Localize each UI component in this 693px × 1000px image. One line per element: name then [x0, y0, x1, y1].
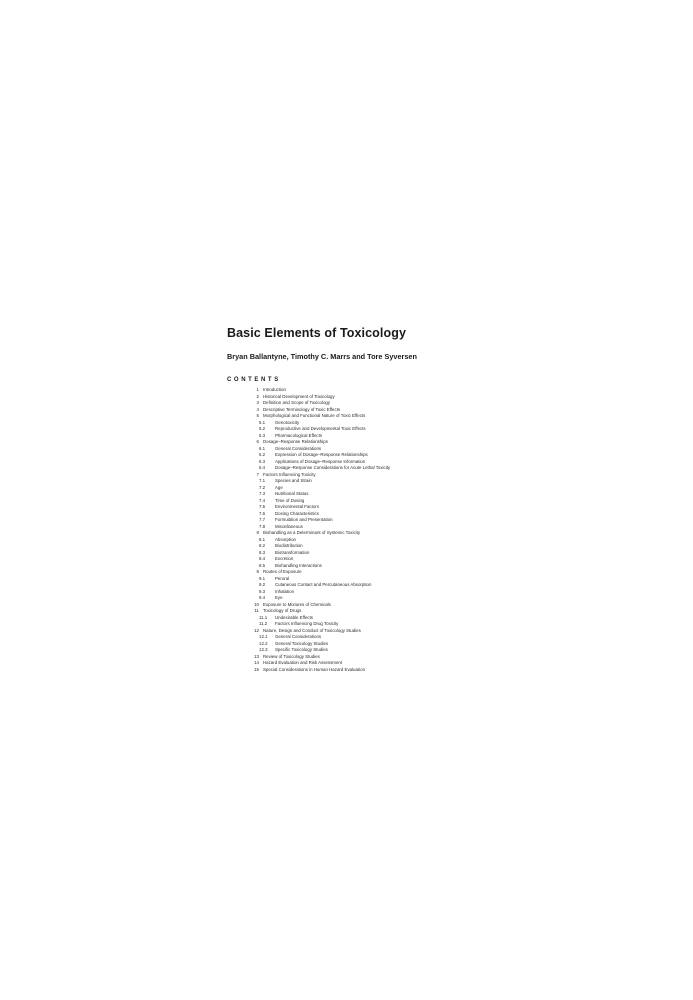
page-title: Basic Elements of Toxicology: [227, 326, 407, 340]
toc-entry-label: Nature, Design and Conduct of Toxicology Studies: [263, 627, 361, 633]
toc-entry-number: 13: [254, 653, 259, 659]
toc-entry-label: Pharmacological Effects: [275, 432, 323, 438]
toc-entry-number: 8: [256, 530, 259, 535]
toc-entry-number: 12.2: [259, 640, 268, 646]
toc-entry-number: 6.3: [259, 458, 266, 464]
toc-entry-number: 14: [254, 660, 259, 665]
toc-entry-label: Specific Toxicology Studies: [275, 647, 328, 652]
toc-entry-label: Dosage–Response Relationships: [263, 439, 328, 444]
toc-entry-number: 9.1: [259, 575, 266, 581]
toc-entry-label: Species and Strain: [275, 478, 312, 483]
toc-entry-number: 9: [256, 569, 259, 574]
contents-heading: CONTENTS: [227, 377, 281, 383]
toc-entry-label: Review of Toxicology Studies: [263, 653, 320, 659]
toc-entry-label: Peroral: [275, 575, 290, 581]
toc-entry-number: 7.1: [259, 478, 266, 483]
toc-entry: [227, 667, 467, 674]
toc-entry-number: 9.2: [259, 582, 266, 587]
toc-entry-label: Dosing Characteristics: [275, 510, 319, 516]
toc-entry-number: 7.3: [259, 491, 266, 496]
toc-entry-label: Factors Influencing Toxicity: [263, 471, 316, 477]
toc-entry-label: Biodistribution: [275, 543, 303, 548]
toc-entry-number: 8.5: [259, 562, 266, 568]
toc-entry-number: 7.5: [259, 504, 266, 509]
toc-entry-number: 7.6: [259, 510, 266, 516]
toc-entry-number: 5.3: [259, 432, 266, 438]
toc-entry-label: Hazard Evaluation and Risk Assessment: [263, 660, 343, 665]
toc-entry-label: Reproductive and Developmental Toxic Effects: [275, 426, 366, 431]
toc-entry-number: 11: [254, 608, 259, 613]
toc-entry-label: Biohandling as a Determinant of Systemic Toxicity: [263, 530, 361, 535]
toc-entry-label: Routes of Exposure: [263, 569, 302, 574]
toc-entry-number: 4: [256, 406, 259, 412]
toc-entry-label: General Considerations: [275, 445, 322, 451]
toc-entry-label: Inhalation: [275, 588, 295, 594]
toc-entry-label: Environmental Factors: [275, 504, 319, 509]
toc-entry-label: Biotransformation: [275, 549, 310, 555]
toc-entry-label: Time of Dosing: [275, 497, 305, 503]
toc-entry-number: 9.4: [259, 595, 266, 600]
toc-entry-label: Special Considerations in Human Hazard Evaluation: [263, 666, 366, 672]
toc-entry-label: Dosage–Response Considerations for Acute Lethal Toxicity: [275, 465, 391, 470]
toc-entry-number: 6: [256, 439, 259, 444]
toc-entry-label: General Toxicology Studies: [275, 640, 329, 646]
toc-entry-number: 11.2: [259, 621, 268, 626]
toc-entry-number: 12: [254, 627, 259, 633]
toc-entry-number: 8.2: [259, 543, 266, 548]
toc-entry-label: Factors Influencing Drug Toxicity: [275, 621, 339, 626]
toc-entry-label: Formulation and Presentation: [275, 517, 333, 522]
toc-entry-number: 6.1: [259, 445, 266, 451]
toc-entry-number: 6.2: [259, 452, 266, 457]
toc-entry-label: Definition and Scope of Toxicology: [263, 400, 331, 405]
toc-entry-number: 8.3: [259, 549, 266, 555]
toc-entry-label: Cutaneous Contact and Percutaneous Absorption: [275, 582, 372, 587]
toc-entry-label: Undesirable Effects: [275, 614, 313, 620]
toc-entry-label: General Considerations: [275, 634, 322, 639]
toc-entry-label: Age: [275, 484, 283, 490]
toc-entry-number: 3: [256, 400, 259, 405]
toc-entry-number: 2: [256, 393, 259, 399]
toc-entry-number: 7.8: [259, 523, 266, 529]
toc-entry-label: Absorption: [275, 536, 296, 542]
authors-line: Bryan Ballantyne, Timothy C. Marrs and Tore Syversen: [227, 352, 417, 361]
toc-entry-label: Descriptive Terminology of Toxic Effects: [263, 406, 341, 412]
toc-entry-label: Excretion: [275, 556, 294, 561]
toc-entry-number: 12.3: [259, 647, 268, 652]
toc-entry-number: 10: [254, 601, 259, 607]
toc-entry-number: 8.1: [259, 536, 266, 542]
toc-entry-number: 5.1: [259, 419, 266, 425]
toc-entry-number: 7: [256, 471, 259, 477]
toc-entry-label: Introduction: [263, 387, 286, 392]
toc-entry-number: 8.4: [259, 556, 266, 561]
toc-entry-number: 11.1: [259, 614, 268, 620]
toc-entry-number: 15: [254, 666, 259, 672]
toc-entry-label: Biohandling Interactions: [275, 562, 322, 568]
toc-entry-number: 7.4: [259, 497, 266, 503]
toc-entry-label: Morphological and Functional Nature of Toxic Effects: [263, 413, 366, 418]
toc-entry-number: 5.2: [259, 426, 266, 431]
toc-entry-label: Genotoxicity: [275, 419, 300, 425]
toc-entry-number: 6.4: [259, 465, 266, 470]
toc-entry-label: Eye: [275, 595, 283, 600]
toc-entry-label: Toxicology of Drugs: [263, 608, 302, 613]
toc-entry-label: Expression of Dosage–Response Relationships: [275, 452, 368, 457]
toc-entry-label: Exposure to Mixtures of Chemicals: [263, 601, 331, 607]
toc-entry-number: 1: [256, 387, 259, 392]
toc-entry-number: 12.1: [259, 634, 268, 639]
toc-entry-label: Miscellaneous: [275, 523, 303, 529]
toc-entry-number: 7.7: [259, 517, 266, 522]
toc-entry-number: 7.2: [259, 484, 266, 490]
toc-entry-label: Applications of Dosage–Response Information: [275, 458, 366, 464]
toc-entry-label: Historical Development of Toxicology: [263, 393, 335, 399]
toc-entry-label: Nutritional Status: [275, 491, 309, 496]
toc-entry-number: 9.3: [259, 588, 266, 594]
toc-entry-number: 5: [256, 413, 259, 418]
table-of-contents: [227, 387, 467, 673]
